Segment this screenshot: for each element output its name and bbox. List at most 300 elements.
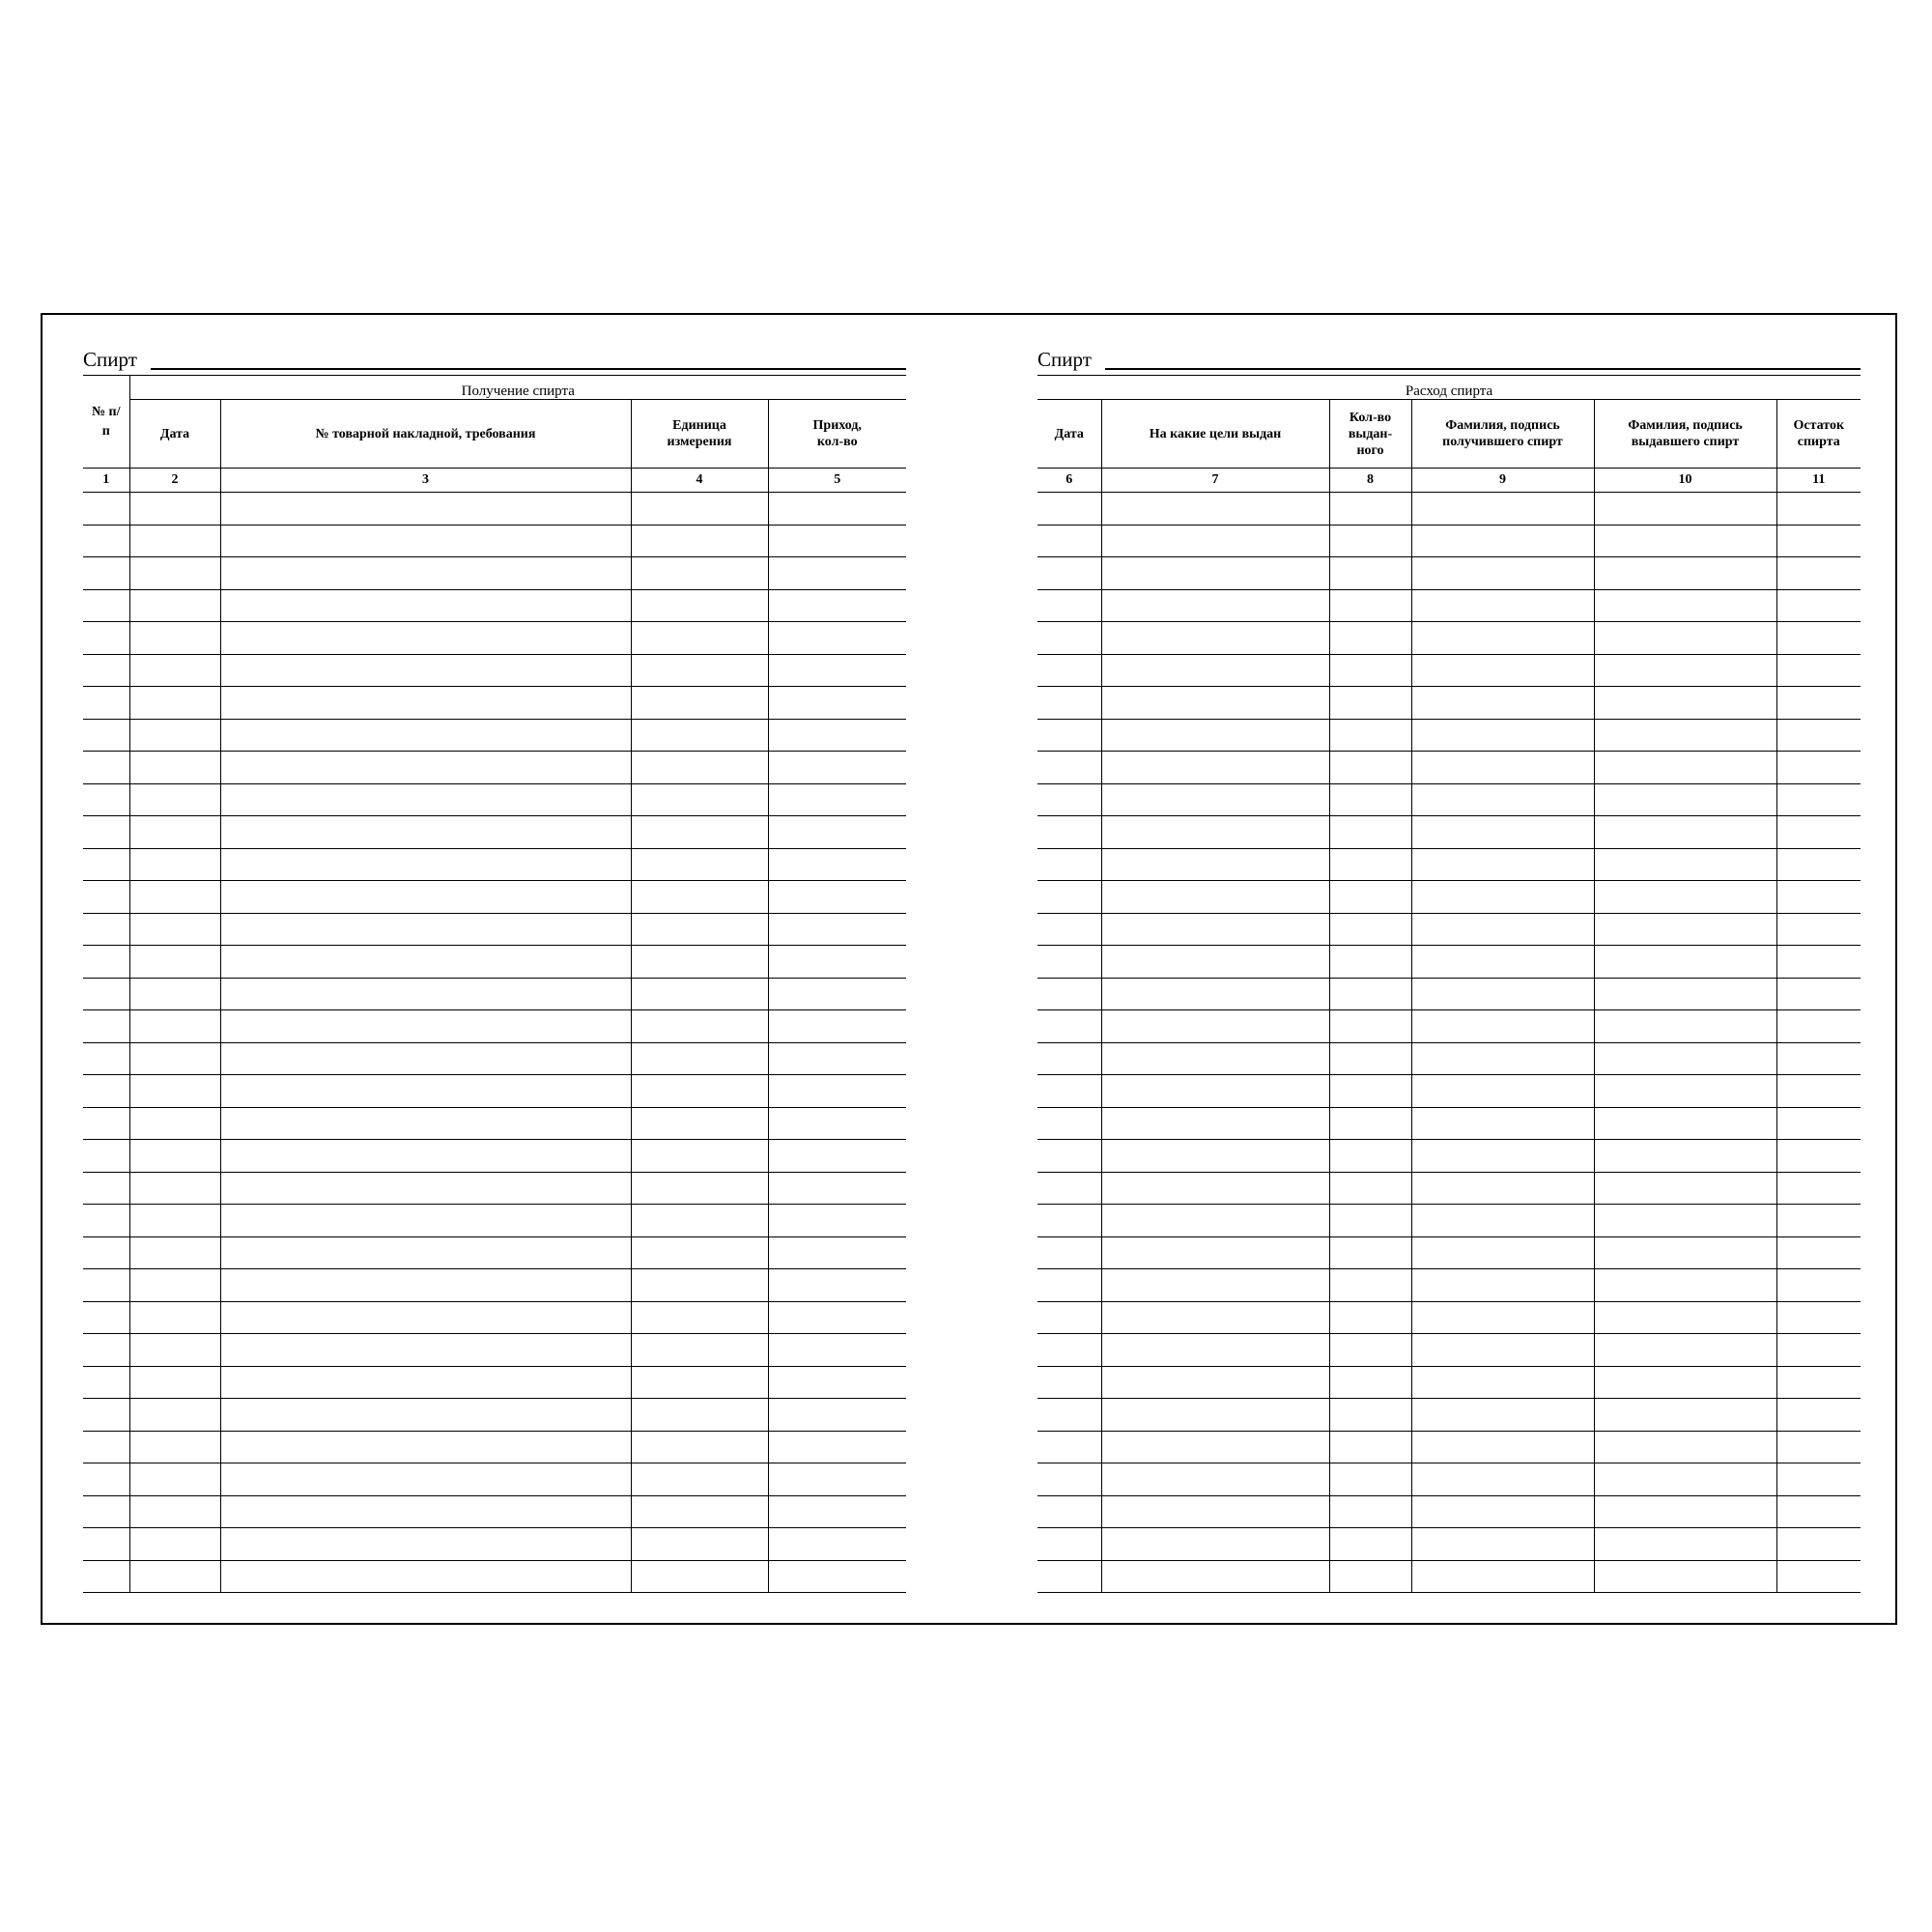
left-table-cell[interactable] (83, 1528, 129, 1561)
right-table-cell[interactable] (1329, 978, 1411, 1010)
right-table-cell[interactable] (1411, 1172, 1594, 1205)
left-table-cell[interactable] (129, 589, 220, 622)
right-table-cell[interactable] (1101, 1205, 1329, 1237)
right-table-cell[interactable] (1101, 525, 1329, 557)
right-table-cell[interactable] (1594, 525, 1776, 557)
right-table-cell[interactable] (1329, 783, 1411, 816)
right-table-cell[interactable] (1411, 622, 1594, 655)
right-table-cell[interactable] (1594, 816, 1776, 849)
left-table-cell[interactable] (768, 1495, 906, 1528)
left-table-cell[interactable] (768, 1010, 906, 1043)
left-table-cell[interactable] (631, 1205, 768, 1237)
right-table-cell[interactable] (1594, 1399, 1776, 1432)
left-table-cell[interactable] (220, 1560, 631, 1593)
left-table-cell[interactable] (631, 1334, 768, 1367)
left-table-cell[interactable] (129, 1334, 220, 1367)
right-table-cell[interactable] (1329, 654, 1411, 687)
right-table-cell[interactable] (1101, 719, 1329, 752)
left-table-cell[interactable] (768, 525, 906, 557)
left-table-cell[interactable] (768, 1463, 906, 1496)
left-table-cell[interactable] (83, 1463, 129, 1496)
right-table-cell[interactable] (1101, 1269, 1329, 1302)
right-table-cell[interactable] (1329, 1075, 1411, 1108)
right-table-cell[interactable] (1101, 1334, 1329, 1367)
left-table-cell[interactable] (83, 1334, 129, 1367)
left-table-cell[interactable] (129, 1205, 220, 1237)
left-table-cell[interactable] (220, 816, 631, 849)
right-table-cell[interactable] (1594, 946, 1776, 979)
right-table-cell[interactable] (1411, 1366, 1594, 1399)
left-table-cell[interactable] (768, 1399, 906, 1432)
right-table-cell[interactable] (1411, 978, 1594, 1010)
left-table-cell[interactable] (631, 783, 768, 816)
left-table-cell[interactable] (129, 719, 220, 752)
left-table-cell[interactable] (129, 525, 220, 557)
left-table-cell[interactable] (129, 752, 220, 784)
right-table-cell[interactable] (1101, 1172, 1329, 1205)
right-table-cell[interactable] (1037, 1301, 1101, 1334)
right-table-cell[interactable] (1037, 622, 1101, 655)
right-table-cell[interactable] (1329, 1205, 1411, 1237)
right-table-cell[interactable] (1776, 1140, 1861, 1173)
right-table-cell[interactable] (1101, 589, 1329, 622)
right-table-cell[interactable] (1411, 1205, 1594, 1237)
right-table-cell[interactable] (1037, 1431, 1101, 1463)
right-table-cell[interactable] (1037, 1366, 1101, 1399)
right-table-cell[interactable] (1101, 946, 1329, 979)
left-table-cell[interactable] (768, 1140, 906, 1173)
left-table-cell[interactable] (83, 946, 129, 979)
right-table-cell[interactable] (1329, 493, 1411, 526)
left-table-cell[interactable] (129, 493, 220, 526)
left-table-cell[interactable] (129, 1042, 220, 1075)
left-table-cell[interactable] (768, 589, 906, 622)
right-table-cell[interactable] (1037, 1399, 1101, 1432)
left-table-cell[interactable] (220, 848, 631, 881)
right-table-cell[interactable] (1329, 1042, 1411, 1075)
right-table-cell[interactable] (1411, 1042, 1594, 1075)
right-table-cell[interactable] (1411, 589, 1594, 622)
left-table-cell[interactable] (83, 1236, 129, 1269)
right-table-cell[interactable] (1329, 719, 1411, 752)
right-table-cell[interactable] (1101, 1431, 1329, 1463)
left-table-cell[interactable] (631, 1172, 768, 1205)
left-table-cell[interactable] (220, 783, 631, 816)
left-table-cell[interactable] (768, 1172, 906, 1205)
right-table-cell[interactable] (1411, 654, 1594, 687)
right-table-cell[interactable] (1101, 913, 1329, 946)
right-table-cell[interactable] (1101, 783, 1329, 816)
right-table-cell[interactable] (1037, 1528, 1101, 1561)
right-table-cell[interactable] (1037, 816, 1101, 849)
left-table-cell[interactable] (768, 1042, 906, 1075)
right-table-cell[interactable] (1329, 525, 1411, 557)
left-table-cell[interactable] (129, 1528, 220, 1561)
left-table-cell[interactable] (631, 589, 768, 622)
right-table-cell[interactable] (1411, 493, 1594, 526)
left-table-cell[interactable] (129, 622, 220, 655)
right-table-cell[interactable] (1037, 946, 1101, 979)
right-table-cell[interactable] (1594, 1075, 1776, 1108)
left-table-cell[interactable] (129, 1236, 220, 1269)
left-table-cell[interactable] (768, 752, 906, 784)
right-table-cell[interactable] (1329, 1463, 1411, 1496)
right-table-cell[interactable] (1329, 752, 1411, 784)
right-table-cell[interactable] (1594, 1236, 1776, 1269)
left-table-cell[interactable] (129, 881, 220, 914)
left-table-cell[interactable] (83, 1010, 129, 1043)
right-table-cell[interactable] (1594, 1301, 1776, 1334)
right-table-cell[interactable] (1411, 783, 1594, 816)
left-table-cell[interactable] (220, 1140, 631, 1173)
left-table-cell[interactable] (220, 557, 631, 590)
right-table-cell[interactable] (1329, 1010, 1411, 1043)
right-table-cell[interactable] (1329, 1172, 1411, 1205)
right-table-cell[interactable] (1411, 1334, 1594, 1367)
left-table-cell[interactable] (768, 1269, 906, 1302)
left-table-cell[interactable] (220, 978, 631, 1010)
left-table-cell[interactable] (83, 913, 129, 946)
right-table-cell[interactable] (1411, 1107, 1594, 1140)
left-table-cell[interactable] (631, 1431, 768, 1463)
left-table-cell[interactable] (220, 654, 631, 687)
left-table-cell[interactable] (83, 881, 129, 914)
left-table-cell[interactable] (768, 913, 906, 946)
right-table-cell[interactable] (1411, 848, 1594, 881)
right-table-cell[interactable] (1101, 622, 1329, 655)
right-table-cell[interactable] (1329, 1366, 1411, 1399)
left-table-cell[interactable] (631, 1560, 768, 1593)
left-table-cell[interactable] (768, 783, 906, 816)
left-table-cell[interactable] (220, 1107, 631, 1140)
right-table-cell[interactable] (1594, 622, 1776, 655)
left-table-cell[interactable] (768, 816, 906, 849)
left-table-cell[interactable] (129, 1495, 220, 1528)
left-table-cell[interactable] (220, 913, 631, 946)
right-table-cell[interactable] (1776, 654, 1861, 687)
right-table-cell[interactable] (1329, 1269, 1411, 1302)
right-table-cell[interactable] (1594, 1334, 1776, 1367)
right-table-cell[interactable] (1594, 589, 1776, 622)
left-table-cell[interactable] (83, 783, 129, 816)
right-table-cell[interactable] (1329, 589, 1411, 622)
right-table-cell[interactable] (1776, 719, 1861, 752)
right-table-cell[interactable] (1329, 1334, 1411, 1367)
right-table-cell[interactable] (1776, 1010, 1861, 1043)
left-table-cell[interactable] (129, 978, 220, 1010)
right-table-cell[interactable] (1037, 913, 1101, 946)
right-table-cell[interactable] (1329, 946, 1411, 979)
left-table-cell[interactable] (83, 1205, 129, 1237)
left-table-cell[interactable] (220, 1269, 631, 1302)
right-table-cell[interactable] (1776, 816, 1861, 849)
left-table-cell[interactable] (631, 1463, 768, 1496)
left-table-cell[interactable] (220, 881, 631, 914)
left-table-cell[interactable] (631, 1528, 768, 1561)
left-table-cell[interactable] (220, 1301, 631, 1334)
left-table-cell[interactable] (220, 687, 631, 720)
right-table-cell[interactable] (1037, 848, 1101, 881)
left-table-cell[interactable] (768, 848, 906, 881)
right-table-cell[interactable] (1411, 816, 1594, 849)
left-table-cell[interactable] (83, 1431, 129, 1463)
left-table-cell[interactable] (631, 1236, 768, 1269)
left-table-cell[interactable] (83, 589, 129, 622)
right-table-cell[interactable] (1776, 589, 1861, 622)
right-table-cell[interactable] (1037, 1495, 1101, 1528)
right-table-cell[interactable] (1594, 1366, 1776, 1399)
right-table-cell[interactable] (1776, 783, 1861, 816)
right-title-fill-line[interactable] (1105, 368, 1861, 370)
right-table-cell[interactable] (1594, 1140, 1776, 1173)
right-table-cell[interactable] (1594, 1463, 1776, 1496)
right-table-cell[interactable] (1776, 1463, 1861, 1496)
left-table-cell[interactable] (83, 752, 129, 784)
right-table-cell[interactable] (1776, 1269, 1861, 1302)
right-table-cell[interactable] (1101, 752, 1329, 784)
left-table-cell[interactable] (220, 1236, 631, 1269)
right-table-cell[interactable] (1776, 1431, 1861, 1463)
right-table-cell[interactable] (1329, 848, 1411, 881)
right-table-cell[interactable] (1776, 1334, 1861, 1367)
right-table-cell[interactable] (1037, 1075, 1101, 1108)
left-table-cell[interactable] (129, 946, 220, 979)
left-table-cell[interactable] (768, 654, 906, 687)
right-table-cell[interactable] (1594, 848, 1776, 881)
right-table-cell[interactable] (1776, 913, 1861, 946)
right-table-cell[interactable] (1776, 752, 1861, 784)
left-table-cell[interactable] (768, 1334, 906, 1367)
left-table-cell[interactable] (83, 1172, 129, 1205)
left-table-cell[interactable] (768, 1205, 906, 1237)
right-table-cell[interactable] (1776, 1495, 1861, 1528)
right-table-cell[interactable] (1411, 1269, 1594, 1302)
left-table-cell[interactable] (129, 1269, 220, 1302)
left-table-cell[interactable] (631, 622, 768, 655)
right-table-cell[interactable] (1329, 1399, 1411, 1432)
right-table-cell[interactable] (1329, 1560, 1411, 1593)
left-table-cell[interactable] (220, 1399, 631, 1432)
right-table-cell[interactable] (1329, 557, 1411, 590)
left-table-cell[interactable] (129, 1107, 220, 1140)
right-table-cell[interactable] (1594, 913, 1776, 946)
right-table-cell[interactable] (1037, 1010, 1101, 1043)
left-table-cell[interactable] (631, 1301, 768, 1334)
left-table-cell[interactable] (768, 557, 906, 590)
left-table-cell[interactable] (631, 913, 768, 946)
left-table-cell[interactable] (220, 752, 631, 784)
left-table-cell[interactable] (220, 1463, 631, 1496)
right-table-cell[interactable] (1101, 1075, 1329, 1108)
right-table-cell[interactable] (1329, 1495, 1411, 1528)
right-table-cell[interactable] (1411, 1236, 1594, 1269)
left-table-cell[interactable] (83, 1269, 129, 1302)
left-table-cell[interactable] (83, 816, 129, 849)
left-table-cell[interactable] (220, 1495, 631, 1528)
right-table-cell[interactable] (1776, 848, 1861, 881)
right-table-cell[interactable] (1101, 1528, 1329, 1561)
right-table-cell[interactable] (1037, 654, 1101, 687)
right-table-cell[interactable] (1037, 557, 1101, 590)
right-table-cell[interactable] (1411, 1560, 1594, 1593)
left-table-cell[interactable] (631, 1107, 768, 1140)
right-table-cell[interactable] (1101, 687, 1329, 720)
left-table-cell[interactable] (768, 1075, 906, 1108)
right-table-cell[interactable] (1594, 1205, 1776, 1237)
left-table-cell[interactable] (631, 557, 768, 590)
right-table-cell[interactable] (1594, 654, 1776, 687)
right-table-cell[interactable] (1411, 687, 1594, 720)
right-table-cell[interactable] (1411, 1431, 1594, 1463)
right-table-cell[interactable] (1776, 1366, 1861, 1399)
right-table-cell[interactable] (1037, 1334, 1101, 1367)
left-table-cell[interactable] (768, 493, 906, 526)
right-table-cell[interactable] (1411, 1495, 1594, 1528)
right-table-cell[interactable] (1411, 1463, 1594, 1496)
right-table-cell[interactable] (1101, 1042, 1329, 1075)
left-table-cell[interactable] (83, 1301, 129, 1334)
left-table-cell[interactable] (129, 1172, 220, 1205)
left-table-cell[interactable] (83, 1140, 129, 1173)
left-table-cell[interactable] (631, 1366, 768, 1399)
left-table-cell[interactable] (631, 1399, 768, 1432)
left-table-cell[interactable] (768, 946, 906, 979)
right-table-cell[interactable] (1101, 978, 1329, 1010)
right-table-cell[interactable] (1037, 1140, 1101, 1173)
right-table-cell[interactable] (1776, 525, 1861, 557)
right-table-cell[interactable] (1594, 1172, 1776, 1205)
left-table-cell[interactable] (768, 1560, 906, 1593)
right-table-cell[interactable] (1594, 1042, 1776, 1075)
left-table-cell[interactable] (631, 816, 768, 849)
left-table-cell[interactable] (631, 525, 768, 557)
right-table-cell[interactable] (1037, 1205, 1101, 1237)
right-table-cell[interactable] (1329, 881, 1411, 914)
left-table-cell[interactable] (220, 1334, 631, 1367)
right-table-cell[interactable] (1411, 1399, 1594, 1432)
left-table-cell[interactable] (220, 719, 631, 752)
left-table-cell[interactable] (768, 687, 906, 720)
right-table-cell[interactable] (1411, 946, 1594, 979)
left-table-cell[interactable] (129, 654, 220, 687)
left-table-cell[interactable] (129, 1560, 220, 1593)
left-title-fill-line[interactable] (151, 368, 906, 370)
right-table-cell[interactable] (1776, 1107, 1861, 1140)
right-table-cell[interactable] (1329, 1107, 1411, 1140)
right-table-cell[interactable] (1776, 687, 1861, 720)
right-table-cell[interactable] (1411, 913, 1594, 946)
right-table-cell[interactable] (1101, 1463, 1329, 1496)
left-table-cell[interactable] (631, 493, 768, 526)
left-table-cell[interactable] (631, 946, 768, 979)
left-table-cell[interactable] (631, 1042, 768, 1075)
left-table-cell[interactable] (83, 1495, 129, 1528)
left-table-cell[interactable] (631, 719, 768, 752)
left-table-cell[interactable] (768, 1431, 906, 1463)
right-table-cell[interactable] (1776, 622, 1861, 655)
right-table-cell[interactable] (1594, 493, 1776, 526)
left-table-cell[interactable] (83, 848, 129, 881)
right-table-cell[interactable] (1037, 1172, 1101, 1205)
right-table-cell[interactable] (1101, 493, 1329, 526)
left-table-cell[interactable] (631, 1269, 768, 1302)
left-table-cell[interactable] (129, 1010, 220, 1043)
right-table-cell[interactable] (1329, 1236, 1411, 1269)
right-table-cell[interactable] (1776, 1042, 1861, 1075)
right-table-cell[interactable] (1594, 719, 1776, 752)
right-table-cell[interactable] (1329, 913, 1411, 946)
left-table-cell[interactable] (129, 687, 220, 720)
left-table-cell[interactable] (129, 1431, 220, 1463)
left-table-cell[interactable] (631, 881, 768, 914)
right-table-cell[interactable] (1594, 557, 1776, 590)
right-table-cell[interactable] (1776, 1528, 1861, 1561)
right-table-cell[interactable] (1329, 1140, 1411, 1173)
right-table-cell[interactable] (1411, 752, 1594, 784)
right-table-cell[interactable] (1776, 1172, 1861, 1205)
right-table-cell[interactable] (1037, 1042, 1101, 1075)
right-table-cell[interactable] (1037, 752, 1101, 784)
right-table-cell[interactable] (1329, 816, 1411, 849)
left-table-cell[interactable] (129, 1301, 220, 1334)
right-table-cell[interactable] (1594, 1495, 1776, 1528)
right-table-cell[interactable] (1037, 1560, 1101, 1593)
left-table-cell[interactable] (220, 1075, 631, 1108)
left-table-cell[interactable] (768, 881, 906, 914)
right-table-cell[interactable] (1101, 1495, 1329, 1528)
right-table-cell[interactable] (1101, 816, 1329, 849)
right-table-cell[interactable] (1329, 687, 1411, 720)
left-table-cell[interactable] (631, 978, 768, 1010)
right-table-cell[interactable] (1594, 783, 1776, 816)
right-table-cell[interactable] (1776, 1301, 1861, 1334)
right-table-cell[interactable] (1037, 525, 1101, 557)
right-table-cell[interactable] (1776, 1560, 1861, 1593)
left-table-cell[interactable] (768, 1236, 906, 1269)
right-table-cell[interactable] (1037, 1107, 1101, 1140)
right-table-cell[interactable] (1411, 525, 1594, 557)
left-table-cell[interactable] (631, 687, 768, 720)
left-table-cell[interactable] (83, 719, 129, 752)
left-table-cell[interactable] (768, 1107, 906, 1140)
right-table-cell[interactable] (1037, 881, 1101, 914)
left-table-cell[interactable] (220, 1010, 631, 1043)
left-table-cell[interactable] (83, 1107, 129, 1140)
right-table-cell[interactable] (1411, 1301, 1594, 1334)
left-table-cell[interactable] (220, 525, 631, 557)
left-table-cell[interactable] (83, 1042, 129, 1075)
right-table-cell[interactable] (1411, 1075, 1594, 1108)
left-table-cell[interactable] (83, 687, 129, 720)
left-table-cell[interactable] (129, 1399, 220, 1432)
right-table-cell[interactable] (1037, 589, 1101, 622)
right-table-cell[interactable] (1411, 1528, 1594, 1561)
left-table-cell[interactable] (129, 1463, 220, 1496)
right-table-cell[interactable] (1594, 1560, 1776, 1593)
left-table-cell[interactable] (83, 1560, 129, 1593)
left-table-cell[interactable] (220, 1172, 631, 1205)
right-table-cell[interactable] (1037, 687, 1101, 720)
right-table-cell[interactable] (1411, 1010, 1594, 1043)
left-table-cell[interactable] (768, 622, 906, 655)
left-table-cell[interactable] (83, 525, 129, 557)
right-table-cell[interactable] (1101, 1399, 1329, 1432)
left-table-cell[interactable] (129, 1366, 220, 1399)
left-table-cell[interactable] (768, 719, 906, 752)
right-table-cell[interactable] (1037, 1463, 1101, 1496)
right-table-cell[interactable] (1776, 881, 1861, 914)
right-table-cell[interactable] (1037, 783, 1101, 816)
